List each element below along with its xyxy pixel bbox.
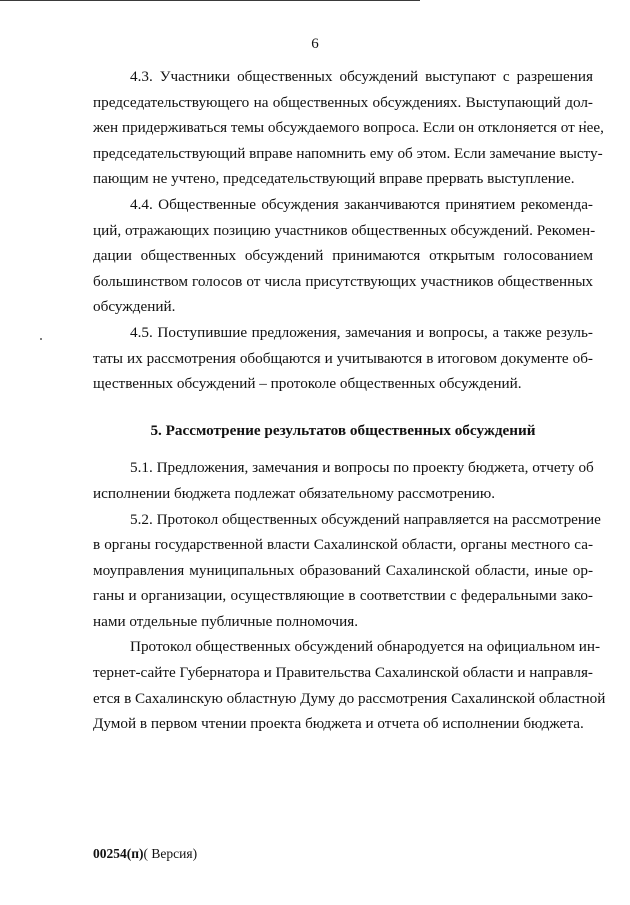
paragraph-4-5 (93, 320, 593, 397)
paragraph-protocol (93, 634, 606, 736)
text-line: 5.1. Предложения, замечания и вопросы по проекту бюджета, отчету об (130, 459, 594, 477)
text-line: таты их рассмотрения обобщаются и учитываются в итоговом документе об- (93, 349, 593, 367)
document-footer-code (93, 846, 197, 862)
paragraph-4-3 (93, 64, 604, 192)
text-line: в органы государственной власти Сахалинской области, органы местного са- (93, 536, 593, 554)
paragraph-5-2 (93, 507, 601, 635)
text-line: дации общественных обсуждений принимаются открытым голосованием (93, 247, 593, 265)
text-line: 4.5. Поступившие предложения, замечания и вопросы, а также резуль- (130, 323, 593, 341)
text-line: ется в Сахалинскую областную Думу до рассмотрения Сахалинской областной (93, 689, 606, 707)
text-line: обсуждений. (93, 298, 176, 316)
text-line: тернет-сайте Губернатора и Правительства Сахалинской области и направля- (93, 664, 593, 682)
document-version: ( Версия) (143, 846, 198, 861)
document-body (93, 64, 606, 737)
text-line: 4.3. Участники общественных обсуждений выступают с разрешения (130, 68, 593, 85)
section-heading: 5. Рассмотрение результатов общественных обсуждений (150, 421, 536, 439)
text-line: 5.2. Протокол общественных обсуждений направляется на рассмотрение (130, 510, 601, 528)
text-line: председательствующего на общественных обсуждениях. Выступающий дол- (93, 93, 593, 111)
page-number: 6 (311, 36, 319, 52)
document-code: 00254(п) (93, 846, 144, 861)
paragraph-5-1 (93, 455, 593, 506)
text-line: жен придерживаться темы обсуждаемого вопроса. Если он отклоняется от нее, (93, 119, 604, 137)
text-line: председательствующий вправе напомнить ему об этом. Если замечание высту- (93, 144, 603, 162)
text-line: пающим не учтено, председательствующий вправе прервать выступление. (93, 170, 575, 188)
text-line: Думой в первом чтении проекта бюджета и отчета об исполнении бюджета. (93, 715, 584, 733)
paragraph-4-4 (93, 192, 596, 320)
text-line: ций, отражающих позицию участников общественных обсуждений. Рекомен- (93, 221, 596, 239)
text-line: большинством голосов от числа присутствующих участников общественных (93, 272, 593, 290)
text-line: 4.4. Общественные обсуждения заканчиваются принятием рекоменда- (130, 195, 593, 213)
scan-edge-line (0, 0, 420, 1)
scan-speck (40, 338, 42, 340)
text-line: нами отдельные публичные полномочия. (93, 612, 359, 630)
text-line: Протокол общественных обсуждений обнародуется на официальном ин- (130, 638, 601, 656)
text-line: щественных обсуждений – протоколе общественных обсуждений. (93, 375, 522, 393)
text-line: моуправления муниципальных образований Сахалинской области, иные ор- (93, 561, 593, 579)
text-line: исполнении бюджета подлежат обязательному рассмотрению. (93, 484, 496, 502)
text-line: ганы и организации, осуществляющие в соответствии с федеральными зако- (93, 587, 593, 605)
